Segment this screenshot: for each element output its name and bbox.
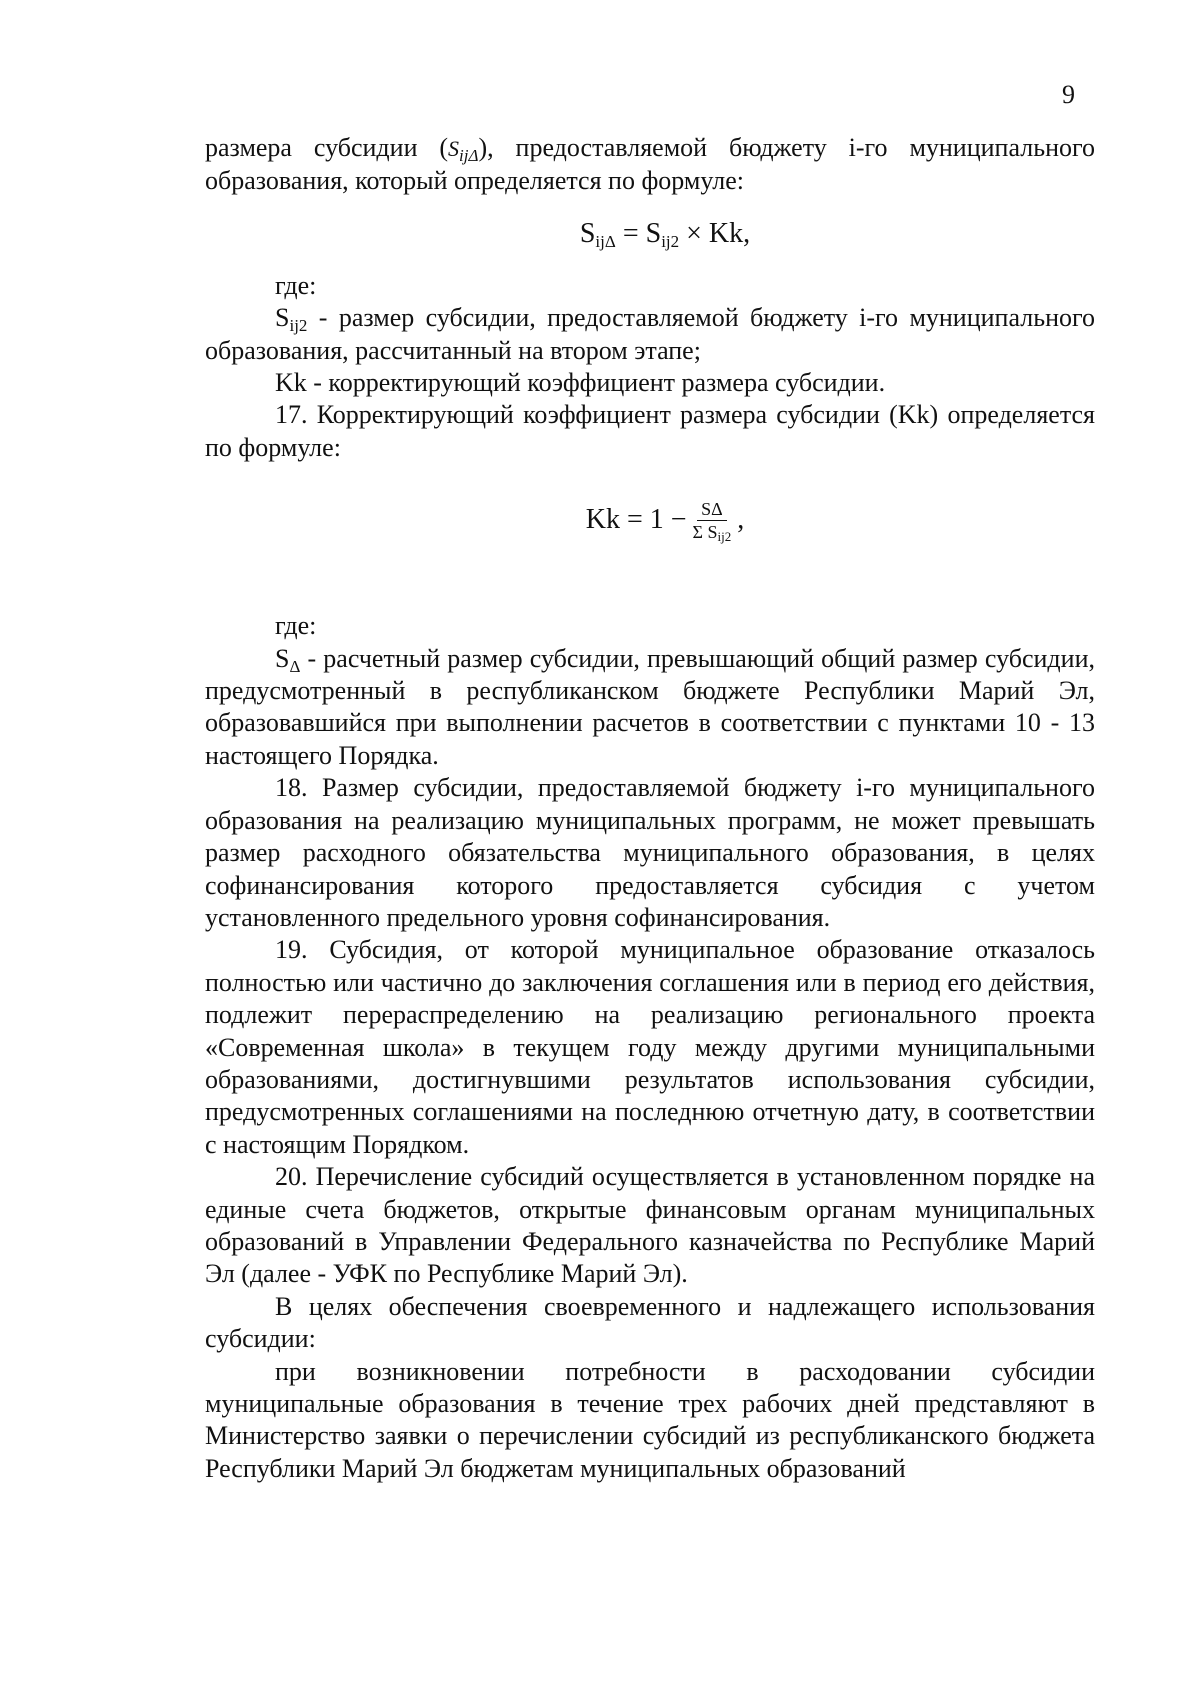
formula2-tail: ,: [737, 504, 745, 536]
def-sd-sub: Δ: [289, 656, 301, 676]
body-text: [205, 132, 1095, 1485]
formula1-s-sub: ij2: [661, 231, 680, 251]
inline-symbol-base: S: [448, 136, 460, 161]
formula1-lhs-sub: ijΔ: [595, 231, 616, 251]
formula2-den-sub: ij2: [717, 528, 732, 544]
intro-paragraph: [205, 132, 1095, 198]
intro-text-a: размера субсидии (: [205, 133, 449, 162]
formula-correction-coefficient: [205, 464, 1095, 576]
where-label-2: где:: [275, 611, 317, 641]
formula1-eq: =: [615, 217, 646, 249]
def-s-sub: ij2: [289, 316, 308, 336]
paragraph-19: 19. Субсидия, от которой муниципальное образование отказалось полностью или частично до заключения соглашения или в период его действия, подлежит перераспределению на реализацию регионального проекта «Современная школа» в текущем году между другими муниципальными образованиями, достигнувшими результатов использования субсидии, предусмотренных соглашениями на последнюю отчетную дату, в соответствии с настоящим Порядком.: [205, 935, 1095, 1159]
formula1-rest: × Kk,: [679, 217, 751, 249]
def-s-text: - размер субсидии, предоставляемой бюджету i-го муниципального образования, рассчитанный на втором этапе;: [205, 303, 1095, 365]
formula-subsidy-adjusted: [205, 198, 1095, 270]
paragraph-18: 18. Размер субсидии, предоставляемой бюджету i-го муниципального образования на реализацию муниципальных программ, не может превышать размер расходного обязательства муниципального образования, в целях софинансирования которого предоставляется субсидия с учетом установленного предельного уровня софинансирования.: [205, 773, 1095, 932]
paragraph-request: при возникновении потребности в расходовании субсидии муниципальные образования в течение трех рабочих дней представляют в Министерство заявки о перечислении субсидий из республиканского бюджета Республики Марий Эл бюджетам муниципальных образований: [205, 1356, 1095, 1483]
inline-symbol: [448, 136, 479, 165]
def-s-base: S: [275, 303, 290, 333]
formula2-lhs: Kk = 1 −: [585, 504, 687, 536]
formula2-numerator: SΔ: [697, 498, 727, 521]
definition-kk: Kk - корректирующий коэффициент размера субсидии.: [275, 368, 886, 398]
page-number: 9: [1062, 80, 1075, 109]
spacer: [205, 576, 1095, 610]
def-sd-text: - расчетный размер субсидии, превышающий общий размер субсидии, предусмотренный в республиканском бюджете Республики Марий Эл, образовавшийся при выполнении расчетов в соответствии с пунктами 10 - 13 настоящего Порядка.: [205, 643, 1095, 770]
intro-text-b: ), предоставляемой бюджету i-го муниципального образования, который определяется по формуле:: [205, 133, 1095, 196]
paragraph-purpose: В целях обеспечения своевременного и надлежащего использования субсидии:: [205, 1291, 1095, 1354]
paragraph-20: 20. Перечисление субсидий осуществляется в установленном порядке на единые счета бюджетов, открытые финансовым органам муниципальных образований в Управлении Федерального казначейства по Республике Марий Эл (далее - УФК по Республике Марий Эл).: [205, 1162, 1095, 1289]
definition-sdelta: [205, 643, 1095, 773]
where-label-1: где:: [275, 270, 317, 300]
paragraph-17: 17. Корректирующий коэффициент размера субсидии (Kk) определяется по формуле:: [205, 400, 1095, 462]
definition-sij2: [205, 302, 1095, 367]
def-sd-base: S: [275, 643, 290, 673]
formula2-denominator: [691, 521, 734, 543]
formula1-lhs: S: [579, 217, 596, 249]
formula2-fraction: [691, 498, 734, 543]
inline-symbol-sub: ijΔ: [459, 146, 479, 165]
formula1-s: S: [645, 217, 662, 249]
formula2-den-base: Σ S: [692, 521, 718, 542]
